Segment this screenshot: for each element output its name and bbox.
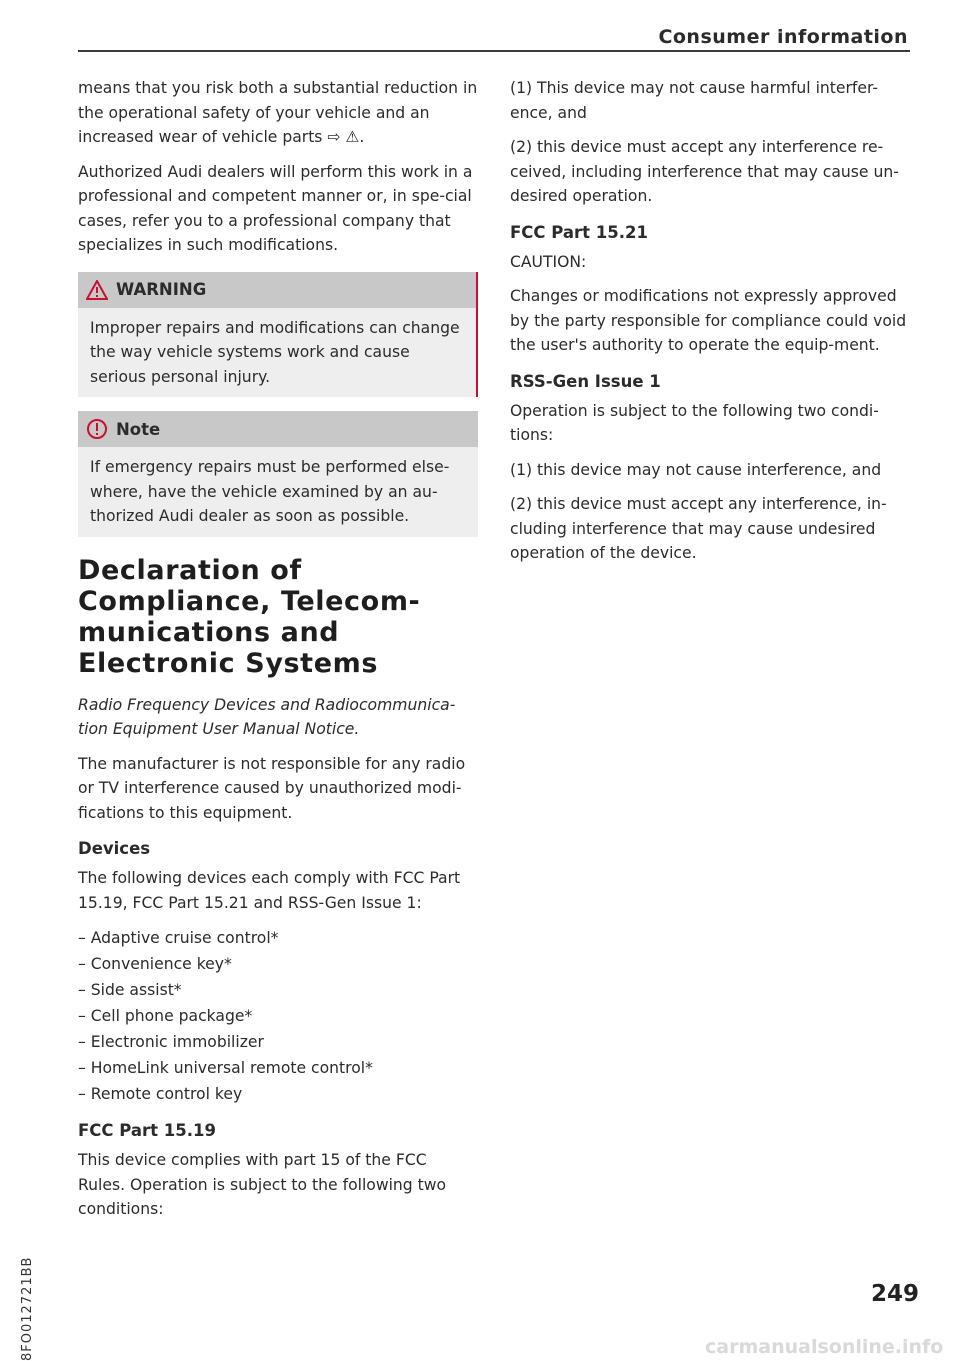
devices-heading: Devices <box>78 839 151 858</box>
note-title: Note <box>116 419 161 439</box>
list-item: – Cell phone package* <box>78 1007 253 1025</box>
italic-subtitle: Radio Frequency Devices and Radiocommunica-tion Equipment User Manual Notice. <box>78 695 456 738</box>
left-column <box>78 76 478 1232</box>
warning-title: WARNING <box>116 280 207 299</box>
fcc-1521-heading: FCC Part 15.21 <box>510 222 648 242</box>
intro-paragraph: means that you risk both a substantial reduction in the operational safety of your vehicle and an increased wear of vehicle parts ⇨ ⚠. <box>78 79 478 146</box>
rss-heading: RSS-Gen Issue 1 <box>510 371 661 391</box>
warning-triangle-icon <box>86 280 108 300</box>
header-rule <box>78 50 910 52</box>
note-header <box>78 411 478 447</box>
rss-condition-1: (1) this device may not cause interference, and <box>510 460 882 479</box>
caution-label: CAUTION: <box>510 252 587 271</box>
rss-condition-2: (2) this device must accept any interference, in-cluding interference that may cause undesired operation of the device. <box>510 495 887 562</box>
list-item: – Electronic immobilizer <box>78 1033 264 1051</box>
page-number: 249 <box>871 1281 920 1307</box>
caution-text: Changes or modifications not expressly approved by the party responsible for compliance could void the user's authority to operate the equip-ment. <box>510 287 907 354</box>
note-body: If emergency repairs must be performed else-where, have the vehicle examined by an au-thorized Audi dealer as soon as possible. <box>90 458 450 525</box>
fcc-1519-heading: FCC Part 15.19 <box>78 1121 216 1140</box>
list-item: – Remote control key <box>78 1085 243 1103</box>
section-heading: Declaration of Compliance, Telecom-munications and Electronic Systems <box>78 554 421 679</box>
note-box <box>78 411 478 537</box>
svg-text:carmanualsonline.info: carmanualsonline.info <box>705 1336 944 1358</box>
devices-intro: The following devices each comply with FCC Part 15.19, FCC Part 15.21 and RSS-Gen Issue 1: <box>78 869 461 912</box>
warning-body: Improper repairs and modifications can change the way vehicle systems work and cause serious personal injury. <box>90 318 460 386</box>
list-item: – Adaptive cruise control* <box>78 929 279 947</box>
rss-intro: Operation is subject to the following two condi-tions: <box>510 401 879 444</box>
right-column <box>510 76 910 576</box>
side-code-text: 8FO012721BB <box>20 1256 35 1361</box>
devices-list <box>78 925 478 1107</box>
dealers-paragraph: Authorized Audi dealers will perform this work in a professional and competent manner or, in spe-cial cases, refer you to a professional company that specializes in such modifications. <box>78 162 473 254</box>
fcc-1519-text: This device complies with part 15 of the FCC Rules. Operation is subject to the following two conditions: <box>78 1151 447 1218</box>
condition-2: (2) this device must accept any interference re-ceived, including interference that may cause un-desired operation. <box>510 138 899 205</box>
list-item: – Side assist* <box>78 981 182 999</box>
condition-1: (1) This device may not cause harmful interfer-ence, and <box>510 79 879 122</box>
running-head: Consumer information <box>658 26 908 48</box>
watermark-logo <box>705 1335 955 1359</box>
side-document-code <box>20 1256 40 1361</box>
warning-box <box>78 272 478 398</box>
warning-header <box>78 272 476 308</box>
list-item: – HomeLink universal remote control* <box>78 1059 373 1077</box>
list-item: – Convenience key* <box>78 955 232 973</box>
manufacturer-paragraph: The manufacturer is not responsible for any radio or TV interference caused by unauthorized modi-fications to this equipment. <box>78 754 466 822</box>
info-circle-icon <box>86 418 108 440</box>
